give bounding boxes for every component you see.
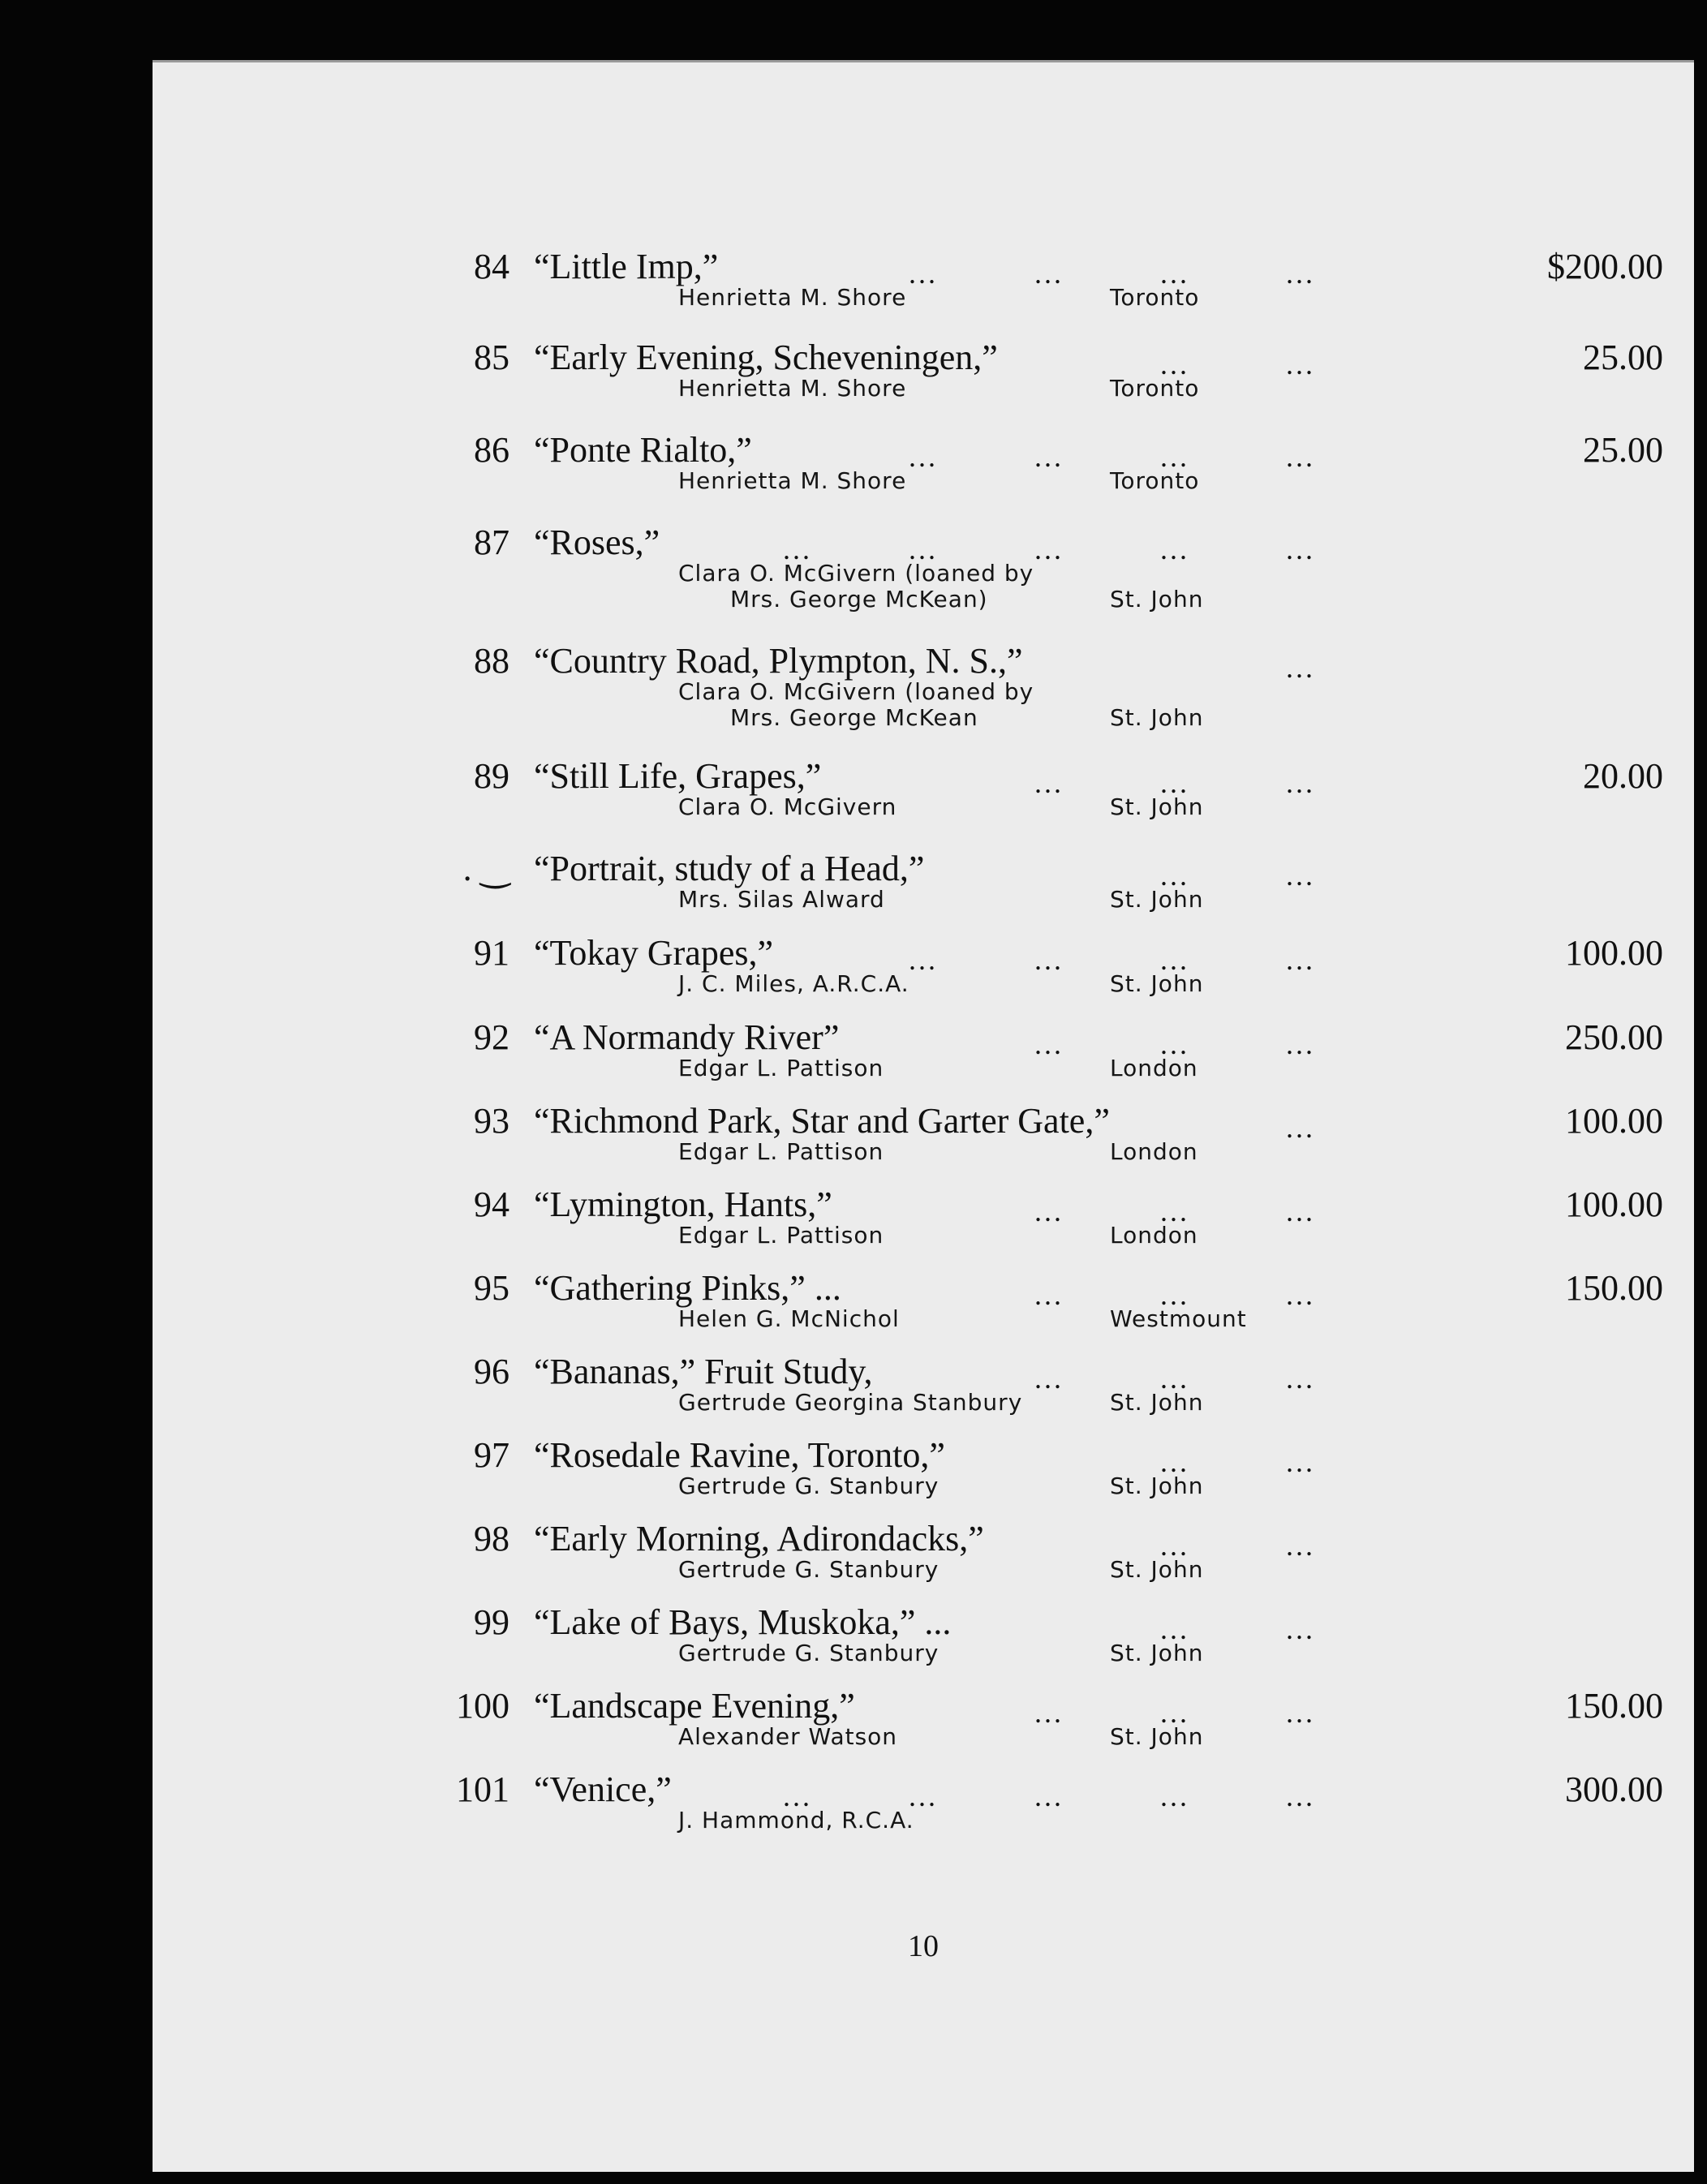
dot-leader: ... [1160,1279,1189,1311]
entry-number: . ‿ [462,849,510,888]
dot-leader: ... [1160,348,1189,380]
page-number: 10 [908,1929,939,1963]
catalogue-entry [153,1601,1694,1675]
dot-leader: ... [1160,1028,1189,1060]
catalogue-entry [153,1351,1694,1424]
entry-number: 85 [474,337,510,377]
entry-number: 87 [474,522,510,562]
dot-leader: ... [909,533,938,565]
catalogue-entry [153,246,1694,319]
entry-title: “Roses,” [534,522,660,562]
entry-artist: Gertrude G. Stanbury [678,1556,939,1583]
entry-artist: Henrietta M. Shore [678,375,907,402]
entry-title: “Lymington, Hants,” [534,1184,832,1224]
catalogue-entry [153,337,1694,410]
entry-artist: Mrs. Silas Alward [678,886,885,913]
entry-artist: Helen G. McNichol [678,1305,900,1332]
entry-city: Toronto [1110,467,1200,494]
dot-leader: ... [1160,859,1189,892]
catalogue-entry [153,640,1694,731]
entry-title: “Landscape Evening,” [534,1686,855,1726]
entry-city: St. John [1110,970,1204,997]
dot-leader: ... [1286,767,1315,799]
dot-leader: ... [1034,1780,1064,1812]
entry-price: 25.00 [1583,337,1663,377]
entry-number: 91 [474,933,510,973]
entry-city: Westmount [1110,1305,1247,1332]
dot-leader: ... [1034,944,1064,976]
entry-number: 86 [474,430,510,470]
dot-leader: ... [909,441,938,473]
catalogue-entry [153,1769,1694,1842]
entry-number: 92 [474,1017,510,1057]
catalogue-entry [153,1685,1694,1758]
dot-leader: ... [1286,348,1315,380]
dot-leader: ... [1034,1195,1064,1227]
entry-city: St. John [1110,1640,1204,1666]
entry-artist: Alexander Watson [678,1723,898,1750]
dot-leader: ... [1286,1446,1315,1478]
entry-artist: Henrietta M. Shore [678,467,907,494]
entry-city: St. John [1110,1723,1204,1750]
entry-title: “Ponte Rialto,” [534,430,752,470]
entry-number: 89 [474,756,510,796]
entry-artist: Gertrude Georgina Stanbury [678,1389,1023,1416]
catalogue-entry [153,1184,1694,1257]
catalogue-entry [153,1267,1694,1340]
entry-title: “Richmond Park, Star and Garter Gate,” [534,1101,1110,1141]
entry-city: Toronto [1110,375,1200,402]
dot-leader: ... [1286,859,1315,892]
entry-number: 97 [474,1435,510,1475]
entry-city: St. John [1110,1472,1204,1499]
dot-leader: ... [1286,1780,1315,1812]
entry-number: 95 [474,1268,510,1308]
entry-number: 101 [456,1769,510,1809]
entry-artist: Clara O. McGivern [678,793,897,820]
dot-leader: ... [1160,533,1189,565]
dot-leader: ... [1286,1529,1315,1562]
catalogue-page [153,60,1694,2172]
dot-leader: ... [1034,1279,1064,1311]
dot-leader: ... [1286,441,1315,473]
entry-title: “Country Road, Plympton, N. S.,” [534,641,1023,681]
entry-artist: Gertrude G. Stanbury [678,1472,939,1499]
entry-artist-line2: Mrs. George McKean [730,704,978,731]
catalogue-entry [153,1017,1694,1090]
catalogue-entry [153,429,1694,502]
catalogue-entry [153,1100,1694,1173]
dot-leader: ... [1160,1780,1189,1812]
entry-price: 20.00 [1583,756,1663,796]
dot-leader: ... [1160,1446,1189,1478]
dot-leader: ... [909,257,938,290]
entry-price: 100.00 [1565,933,1663,973]
dot-leader: ... [1160,1696,1189,1729]
entry-artist: Edgar L. Pattison [678,1222,884,1249]
entry-city: St. John [1110,1556,1204,1583]
catalogue-entry [153,1434,1694,1507]
entry-city: St. John [1110,793,1204,820]
dot-leader: ... [1160,944,1189,976]
entry-city: London [1110,1138,1198,1165]
dot-leader: ... [1160,767,1189,799]
entry-price: 25.00 [1583,430,1663,470]
dot-leader: ... [1286,1613,1315,1645]
dot-leader: ... [1286,1279,1315,1311]
catalogue-entry [153,522,1694,613]
entry-title: “Tokay Grapes,” [534,933,774,973]
entry-number: 96 [474,1352,510,1391]
entry-artist: J. Hammond, R.C.A. [678,1807,914,1834]
dot-leader: ... [1034,1028,1064,1060]
dot-leader: ... [909,1780,938,1812]
dot-leader: ... [1160,1529,1189,1562]
entry-city: St. John [1110,704,1204,731]
entry-city: Toronto [1110,284,1200,311]
dot-leader: ... [1286,651,1315,684]
dot-leader: ... [1286,944,1315,976]
entry-title: “A Normandy River” [534,1017,840,1057]
dot-leader: ... [1034,257,1064,290]
entry-price: 100.00 [1565,1101,1663,1141]
entry-city: St. John [1110,1389,1204,1416]
entry-number: 93 [474,1101,510,1141]
entry-price: $200.00 [1547,247,1663,286]
entry-title: “Still Life, Grapes,” [534,756,822,796]
entry-number: 99 [474,1602,510,1642]
entry-number: 84 [474,247,510,286]
entry-number: 88 [474,641,510,681]
dot-leader: ... [1160,1362,1189,1395]
entry-city: St. John [1110,586,1204,613]
entry-title: “Lake of Bays, Muskoka,” ... [534,1602,952,1642]
entry-title: “Little Imp,” [534,247,719,286]
entry-artist: Gertrude G. Stanbury [678,1640,939,1666]
dot-leader: ... [1160,441,1189,473]
entry-title: “Rosedale Ravine, Toronto,” [534,1435,945,1475]
dot-leader: ... [1160,1613,1189,1645]
entry-price: 300.00 [1565,1769,1663,1809]
entry-artist: Henrietta M. Shore [678,284,907,311]
entry-artist: Edgar L. Pattison [678,1055,884,1081]
catalogue-entry [153,932,1694,1005]
dot-leader: ... [1160,257,1189,290]
dot-leader: ... [1286,1111,1315,1144]
entry-title: “Early Morning, Adirondacks,” [534,1519,984,1558]
entry-title: “Early Evening, Scheveningen,” [534,337,998,377]
entry-artist: Edgar L. Pattison [678,1138,884,1165]
dot-leader: ... [1286,1362,1315,1395]
entry-city: London [1110,1055,1198,1081]
dot-leader: ... [1034,1696,1064,1729]
entry-price: 250.00 [1565,1017,1663,1057]
entry-title: “Bananas,” Fruit Study, [534,1352,873,1391]
dot-leader: ... [783,533,812,565]
entry-number: 94 [474,1184,510,1224]
entry-title: “Gathering Pinks,” ... [534,1268,841,1308]
entry-price: 150.00 [1565,1686,1663,1726]
dot-leader: ... [1034,441,1064,473]
entry-artist-line2: Mrs. George McKean) [730,586,988,613]
entry-title: “Venice,” [534,1769,672,1809]
dot-leader: ... [1160,1195,1189,1227]
entry-number: 98 [474,1519,510,1558]
catalogue-entry [153,1518,1694,1591]
dot-leader: ... [1286,1028,1315,1060]
catalogue-entry [153,848,1694,921]
entry-price: 150.00 [1565,1268,1663,1308]
entry-city: St. John [1110,886,1204,913]
entry-artist: Clara O. McGivern (loaned by [678,560,1034,587]
catalogue-entry [153,755,1694,828]
dot-leader: ... [1286,1696,1315,1729]
entry-title: “Portrait, study of a Head,” [534,849,925,888]
catalogue-entries [153,62,1694,2172]
entry-artist: J. C. Miles, A.R.C.A. [678,970,909,997]
entry-number: 100 [456,1686,510,1726]
dot-leader: ... [1286,1195,1315,1227]
dot-leader: ... [1034,1362,1064,1395]
dot-leader: ... [909,944,938,976]
dot-leader: ... [783,1780,812,1812]
dot-leader: ... [1286,257,1315,290]
entry-city: London [1110,1222,1198,1249]
entry-price: 100.00 [1565,1184,1663,1224]
entry-artist: Clara O. McGivern (loaned by [678,678,1034,705]
dot-leader: ... [1286,533,1315,565]
dot-leader: ... [1034,533,1064,565]
dot-leader: ... [1034,767,1064,799]
